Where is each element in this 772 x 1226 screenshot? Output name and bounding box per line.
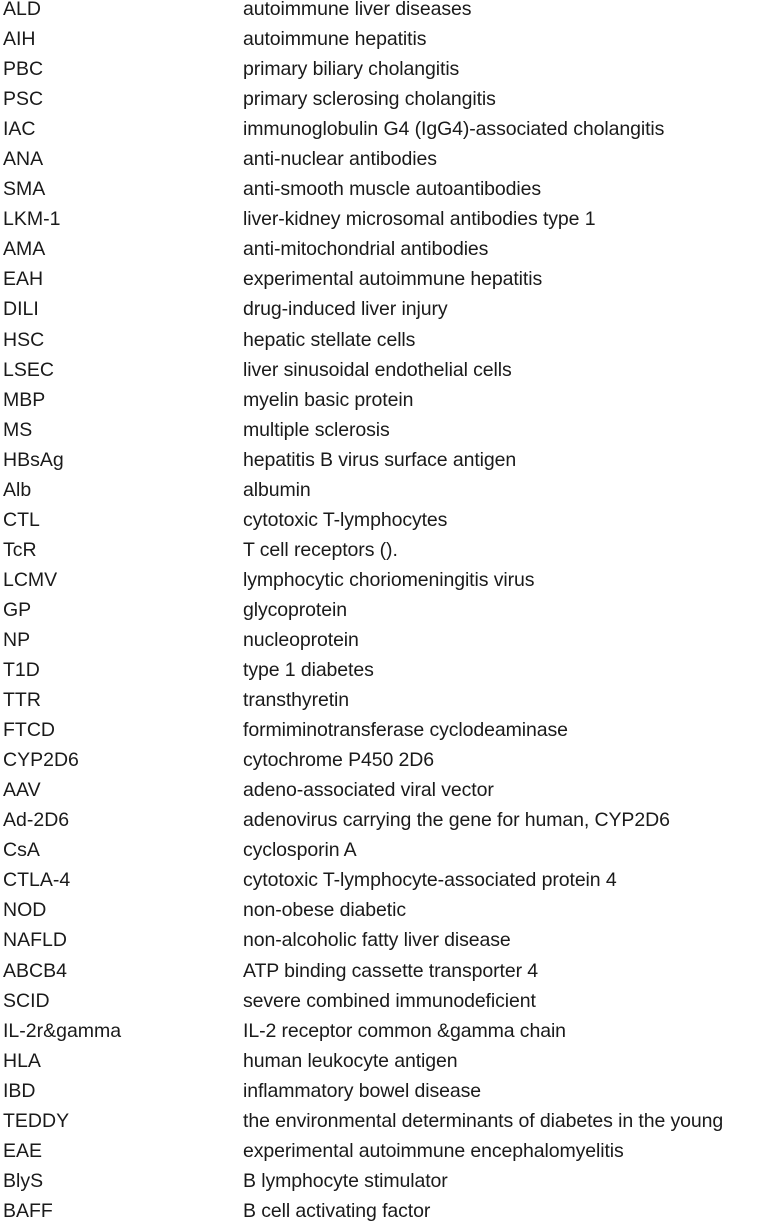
table-row	[3, 655, 772, 685]
table-row	[3, 715, 772, 745]
abbreviation-definition: non-obese diabetic	[243, 899, 406, 922]
abbreviation-definition: anti-mitochondrial antibodies	[243, 238, 489, 261]
abbreviation-term: SCID	[3, 989, 50, 1012]
abbreviation-definition: nucleoprotein	[243, 628, 359, 651]
abbreviation-term: CTL	[3, 508, 40, 531]
table-row	[3, 1016, 772, 1046]
abbreviation-term: LCMV	[3, 568, 58, 591]
abbreviation-definition: multiple sclerosis	[243, 418, 390, 441]
table-row	[3, 535, 772, 565]
abbreviation-definition: B cell activating factor	[243, 1199, 431, 1222]
table-row	[3, 204, 772, 234]
abbreviation-term: PBC	[3, 58, 44, 81]
table-row	[3, 986, 772, 1016]
table-row	[3, 54, 772, 84]
abbreviation-term: LKM-1	[3, 208, 61, 231]
table-row	[3, 505, 772, 535]
abbreviation-definition: primary sclerosing cholangitis	[243, 88, 496, 111]
abbreviation-term: Ad-2D6	[3, 809, 70, 832]
table-row	[3, 234, 772, 264]
abbreviation-term: GP	[3, 598, 32, 621]
table-row	[3, 925, 772, 955]
abbreviation-definition: IL-2 receptor common &gamma chain	[243, 1019, 566, 1042]
table-row	[3, 144, 772, 174]
abbreviation-definition: anti-smooth muscle autoantibodies	[243, 178, 542, 201]
abbreviation-definition: hepatic stellate cells	[243, 328, 416, 351]
abbreviation-table	[3, 0, 772, 1226]
abbreviation-definition: adenovirus carrying the gene for human, CYP2D6	[243, 809, 670, 832]
table-row	[3, 294, 772, 324]
abbreviation-definition: autoimmune hepatitis	[243, 28, 427, 51]
abbreviation-definition: inflammatory bowel disease	[243, 1079, 482, 1102]
abbreviation-term: NP	[3, 628, 31, 651]
table-row	[3, 1076, 772, 1106]
abbreviation-definition: non-alcoholic fatty liver disease	[243, 929, 511, 952]
abbreviation-definition: liver-kidney microsomal antibodies type 1	[243, 208, 596, 231]
abbreviation-definition: severe combined immunodeficient	[243, 989, 536, 1012]
abbreviation-definition: B lymphocyte stimulator	[243, 1169, 448, 1192]
abbreviation-term: TcR	[3, 538, 37, 561]
abbreviation-term: AIH	[3, 28, 36, 51]
abbreviation-term: FTCD	[3, 719, 55, 742]
abbreviation-definition: cytotoxic T-lymphocytes	[243, 508, 448, 531]
table-row	[3, 114, 772, 144]
table-row	[3, 264, 772, 294]
abbreviation-definition: autoimmune liver diseases	[243, 0, 472, 20]
abbreviation-definition: ATP binding cassette transporter 4	[243, 959, 539, 982]
abbreviation-term: IBD	[3, 1079, 36, 1102]
abbreviation-definition: glycoprotein	[243, 598, 347, 621]
abbreviation-definition: cytochrome P450 2D6	[243, 749, 435, 772]
abbreviation-definition: adeno-associated viral vector	[243, 779, 494, 802]
table-row	[3, 805, 772, 835]
abbreviation-term: NAFLD	[3, 929, 67, 952]
abbreviation-term: MS	[3, 418, 33, 441]
abbreviation-definition: cytotoxic T-lymphocyte-associated protein 4	[243, 869, 617, 892]
abbreviation-term: HSC	[3, 328, 45, 351]
table-row	[3, 0, 772, 24]
abbreviation-term: LSEC	[3, 358, 54, 381]
abbreviation-definition: liver sinusoidal endothelial cells	[243, 358, 512, 381]
table-row	[3, 355, 772, 385]
abbreviation-term: IL-2r&gamma	[3, 1019, 122, 1042]
abbreviation-term: EAH	[3, 268, 44, 291]
table-row	[3, 865, 772, 895]
table-row	[3, 625, 772, 655]
abbreviation-term: T1D	[3, 659, 40, 682]
abbreviation-term: BAFF	[3, 1199, 53, 1222]
abbreviation-term: MBP	[3, 388, 46, 411]
abbreviation-term: HBsAg	[3, 448, 64, 471]
table-row	[3, 685, 772, 715]
abbreviation-definition: formiminotransferase cyclodeaminase	[243, 719, 568, 742]
table-row	[3, 84, 772, 114]
abbreviation-term: ANA	[3, 148, 44, 171]
abbreviation-definition: T cell receptors ().	[243, 538, 398, 561]
table-row	[3, 895, 772, 925]
abbreviation-definition: myelin basic protein	[243, 388, 414, 411]
abbreviation-term: TEDDY	[3, 1109, 70, 1132]
abbreviation-definition: experimental autoimmune hepatitis	[243, 268, 543, 291]
abbreviation-term: BlyS	[3, 1169, 44, 1192]
table-row	[3, 745, 772, 775]
abbreviation-term: DILI	[3, 298, 39, 321]
abbreviation-term: AAV	[3, 779, 41, 802]
abbreviation-term: IAC	[3, 118, 36, 141]
abbreviation-term: PSC	[3, 88, 44, 111]
table-row	[3, 565, 772, 595]
table-row	[3, 1136, 772, 1166]
table-row	[3, 1106, 772, 1136]
table-row	[3, 835, 772, 865]
abbreviation-definition: type 1 diabetes	[243, 659, 374, 682]
abbreviation-definition: primary biliary cholangitis	[243, 58, 460, 81]
table-row	[3, 415, 772, 445]
abbreviation-definition: hepatitis B virus surface antigen	[243, 448, 517, 471]
abbreviation-term: NOD	[3, 899, 47, 922]
abbreviation-term: ABCB4	[3, 959, 67, 982]
abbreviation-term: CsA	[3, 839, 40, 862]
abbreviation-term: EAE	[3, 1139, 43, 1162]
abbreviation-definition: the environmental determinants of diabetes in the young	[243, 1109, 724, 1132]
table-row	[3, 325, 772, 355]
abbreviation-term: Alb	[3, 478, 32, 501]
table-row	[3, 595, 772, 625]
abbreviation-definition: experimental autoimmune encephalomyelitis	[243, 1139, 624, 1162]
table-row	[3, 775, 772, 805]
table-row	[3, 475, 772, 505]
table-row	[3, 24, 772, 54]
abbreviation-definition: immunoglobulin G4 (IgG4)-associated cholangitis	[243, 118, 665, 141]
abbreviation-definition: drug-induced liver injury	[243, 298, 448, 321]
table-row	[3, 385, 772, 415]
abbreviation-term: SMA	[3, 178, 46, 201]
table-row	[3, 1046, 772, 1076]
table-row	[3, 1196, 772, 1226]
abbreviation-definition: lymphocytic choriomeningitis virus	[243, 568, 535, 591]
abbreviation-definition: transthyretin	[243, 689, 349, 712]
abbreviation-term: AMA	[3, 238, 46, 261]
table-row	[3, 174, 772, 204]
table-row	[3, 445, 772, 475]
table-row	[3, 956, 772, 986]
abbreviation-term: CTLA-4	[3, 869, 71, 892]
abbreviation-definition: albumin	[243, 478, 311, 501]
abbreviation-definition: human leukocyte antigen	[243, 1049, 458, 1072]
abbreviation-definition: cyclosporin A	[243, 839, 357, 862]
abbreviation-definition: anti-nuclear antibodies	[243, 148, 437, 171]
abbreviation-term: CYP2D6	[3, 749, 79, 772]
abbreviation-term: TTR	[3, 689, 41, 712]
abbreviation-term: ALD	[3, 0, 41, 20]
abbreviation-term: HLA	[3, 1049, 41, 1072]
table-row	[3, 1166, 772, 1196]
